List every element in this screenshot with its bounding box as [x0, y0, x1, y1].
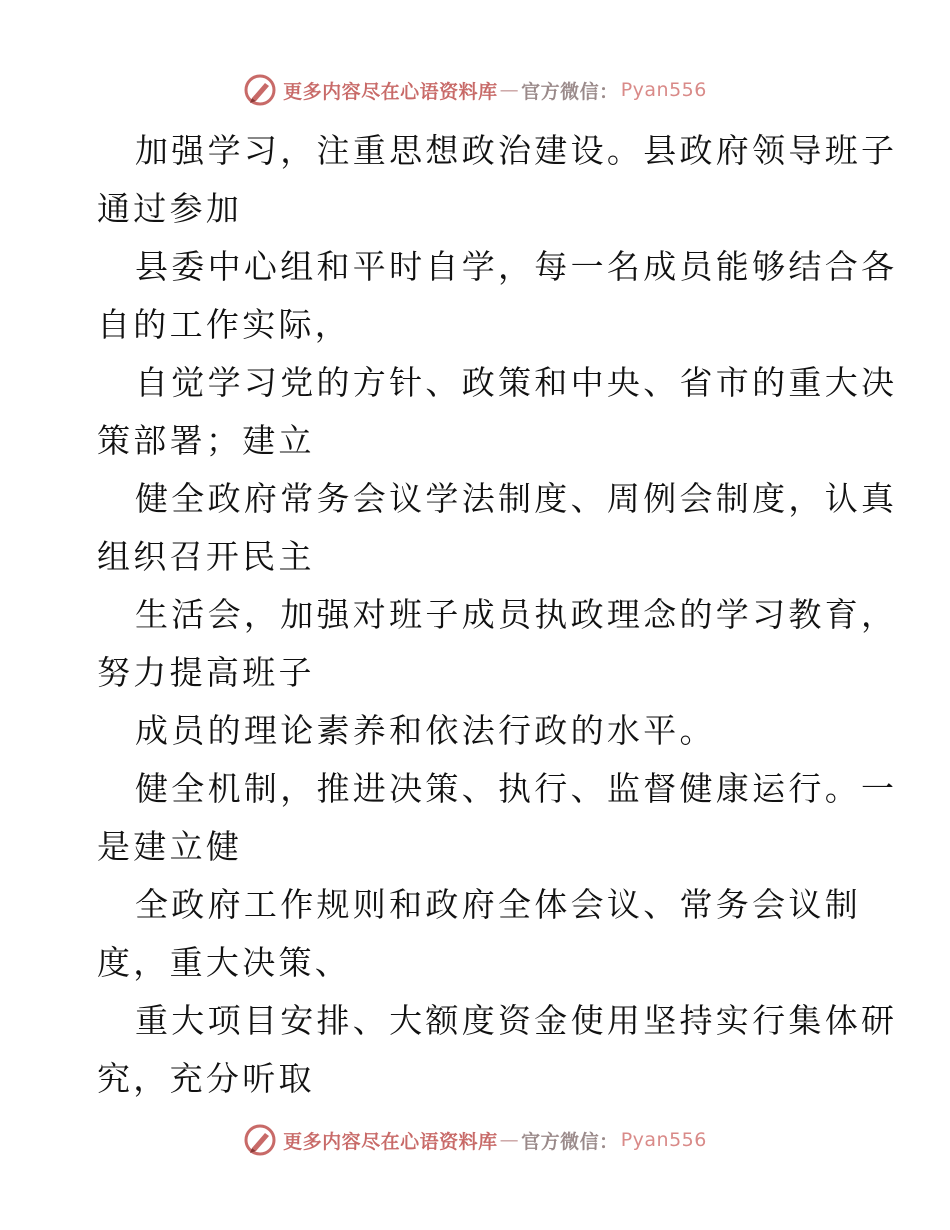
header-watermark	[0, 70, 950, 110]
pen-logo-icon	[243, 73, 277, 107]
watermark-label: 官方微信：	[521, 1130, 619, 1153]
text-line: 健全政府常务会议学法制度、周例会制度，认真	[135, 479, 898, 518]
watermark-id: Pyan556	[620, 79, 707, 101]
footer-watermark	[0, 1120, 950, 1160]
text-line: 自觉学习党的方针、政策和中央、省市的重大决	[135, 363, 898, 402]
text-line: 重大项目安排、大额度资金使用坚持实行集体研	[135, 1001, 898, 1040]
text-line: 究，充分听取	[97, 1059, 315, 1098]
text-line: 成员的理论素养和依法行政的水平。	[135, 711, 716, 750]
text-line: 通过参加	[97, 189, 243, 228]
text-line: 生活会，加强对班子成员执政理念的学习教育，	[135, 595, 898, 634]
watermark-site: 更多内容尽在心语资料库	[283, 80, 498, 103]
text-line: 健全机制，推进决策、执行、监督健康运行。一	[135, 769, 898, 808]
watermark-separator: —	[499, 1129, 520, 1151]
watermark-id: Pyan556	[620, 1129, 707, 1151]
text-line: 策部署；建立	[97, 421, 315, 460]
text-line: 加强学习，注重思想政治建设。县政府领导班子	[135, 131, 898, 170]
watermark-separator: —	[499, 79, 520, 101]
pen-logo-icon	[243, 1123, 277, 1157]
document-body	[97, 122, 898, 1108]
text-line: 组织召开民主	[97, 537, 315, 576]
text-line: 县委中心组和平时自学，每一名成员能够结合各	[135, 247, 898, 286]
text-line: 度，重大决策、	[97, 943, 352, 982]
text-line: 全政府工作规则和政府全体会议、常务会议制	[135, 885, 861, 924]
text-line: 努力提高班子	[97, 653, 315, 692]
text-line: 是建立健	[97, 827, 243, 866]
watermark-site: 更多内容尽在心语资料库	[283, 1130, 498, 1153]
text-line: 自的工作实际，	[97, 305, 352, 344]
watermark-label: 官方微信：	[521, 80, 619, 103]
